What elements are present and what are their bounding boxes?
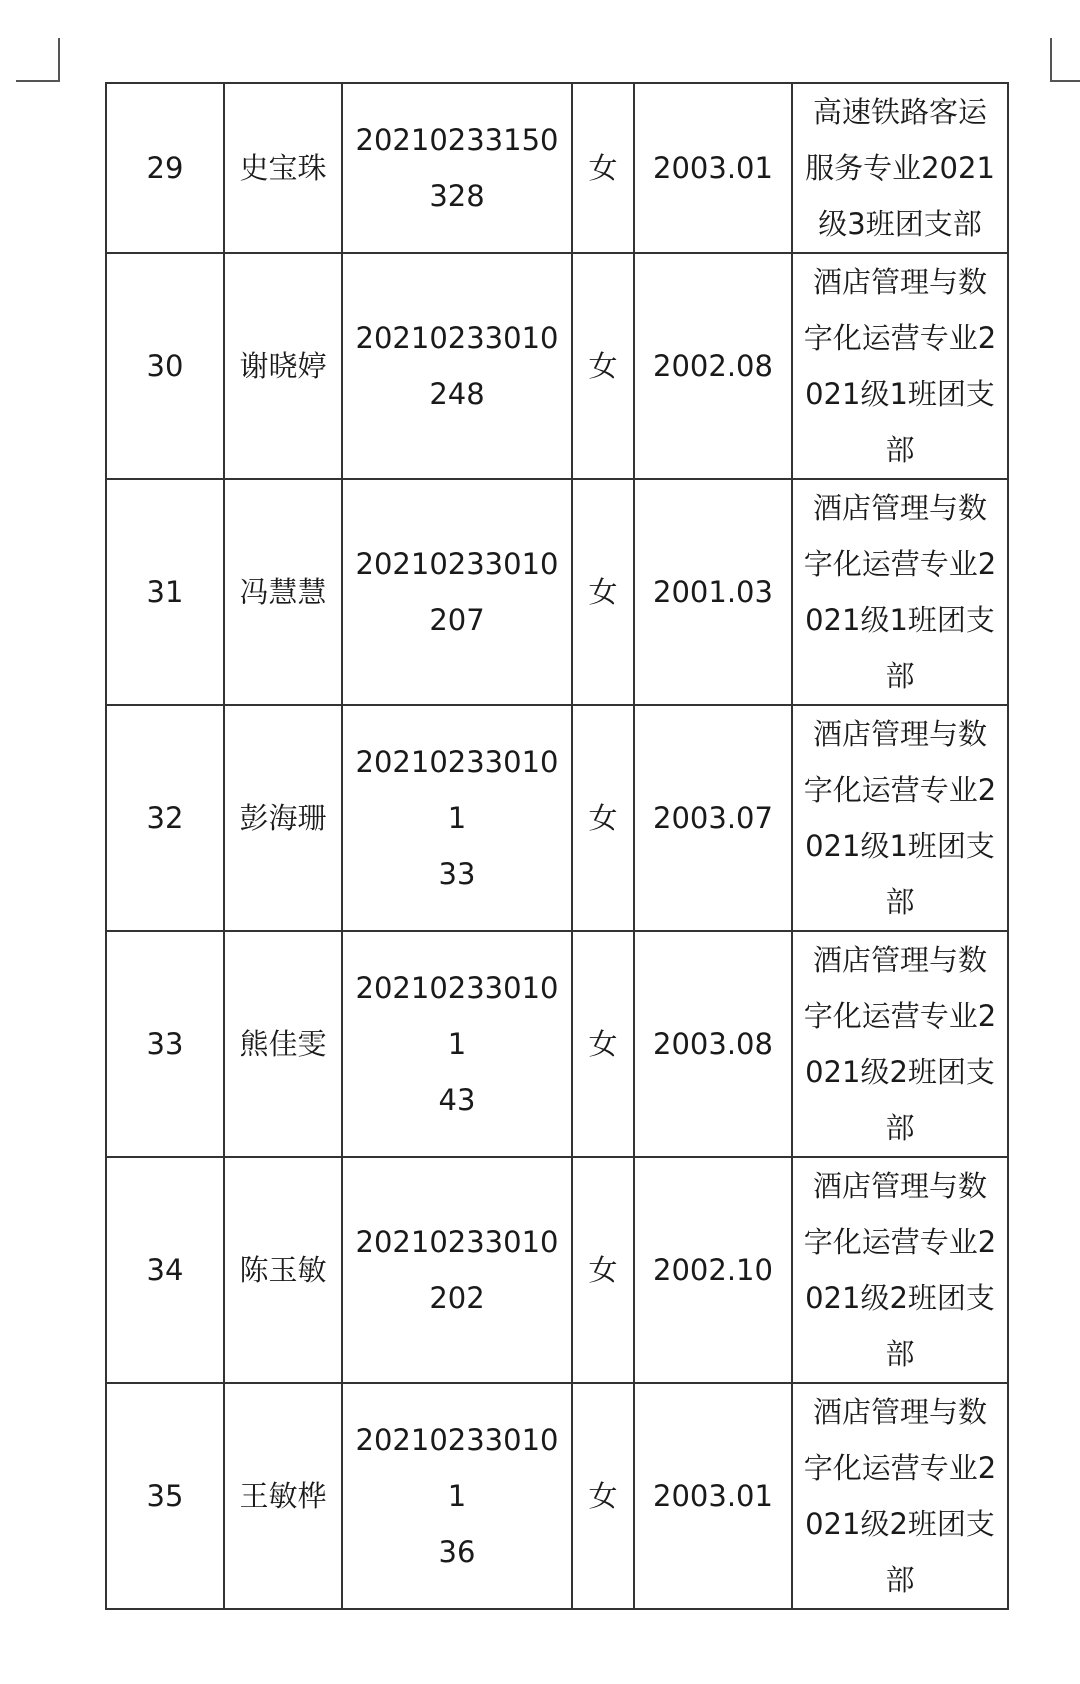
birth-date-cell: 2003.07 bbox=[634, 705, 792, 931]
name-cell: 陈玉敏 bbox=[224, 1157, 342, 1383]
table-row bbox=[106, 253, 1008, 479]
branch-cell: 酒店管理与数字化运营专业2021级1班团支部 bbox=[792, 705, 1008, 931]
student-id-line-2: 207 bbox=[429, 603, 485, 637]
birth-date-cell: 2002.08 bbox=[634, 253, 792, 479]
table-row bbox=[106, 931, 1008, 1157]
gender-cell: 女 bbox=[572, 1383, 634, 1609]
row-number-cell: 29 bbox=[106, 83, 224, 253]
gender-cell: 女 bbox=[572, 83, 634, 253]
table-row bbox=[106, 83, 1008, 253]
name-cell: 王敏桦 bbox=[224, 1383, 342, 1609]
student-id-line-1: 202102330101 bbox=[355, 971, 559, 1061]
gender-cell: 女 bbox=[572, 1157, 634, 1383]
crop-mark-right-horizontal bbox=[1050, 80, 1080, 82]
row-number-cell: 35 bbox=[106, 1383, 224, 1609]
student-id-cell bbox=[342, 479, 572, 705]
student-id-line-1: 20210233010 bbox=[355, 547, 559, 581]
student-id-line-2: 36 bbox=[438, 1535, 476, 1569]
birth-date-cell: 2002.10 bbox=[634, 1157, 792, 1383]
gender-cell: 女 bbox=[572, 705, 634, 931]
name-cell: 冯慧慧 bbox=[224, 479, 342, 705]
table-row bbox=[106, 1383, 1008, 1609]
birth-date-cell: 2003.01 bbox=[634, 1383, 792, 1609]
birth-date-cell: 2003.08 bbox=[634, 931, 792, 1157]
branch-cell: 酒店管理与数字化运营专业2021级2班团支部 bbox=[792, 1157, 1008, 1383]
crop-mark-right-vertical bbox=[1050, 38, 1052, 82]
name-cell: 史宝珠 bbox=[224, 83, 342, 253]
student-id-line-1: 20210233010 bbox=[355, 1225, 559, 1259]
student-id-line-1: 202102330101 bbox=[355, 745, 559, 835]
student-id-cell bbox=[342, 705, 572, 931]
row-number-cell: 34 bbox=[106, 1157, 224, 1383]
crop-mark-left-horizontal bbox=[16, 80, 60, 82]
student-id-line-1: 20210233150 bbox=[355, 123, 559, 157]
name-cell: 彭海珊 bbox=[224, 705, 342, 931]
branch-cell: 酒店管理与数字化运营专业2021级2班团支部 bbox=[792, 931, 1008, 1157]
name-cell: 熊佳雯 bbox=[224, 931, 342, 1157]
table-row bbox=[106, 705, 1008, 931]
member-table bbox=[105, 82, 1009, 1610]
student-id-line-2: 202 bbox=[429, 1281, 485, 1315]
student-id-line-1: 20210233010 bbox=[355, 321, 559, 355]
row-number-cell: 31 bbox=[106, 479, 224, 705]
branch-cell: 酒店管理与数字化运营专业2021级1班团支部 bbox=[792, 479, 1008, 705]
birth-date-cell: 2003.01 bbox=[634, 83, 792, 253]
row-number-cell: 32 bbox=[106, 705, 224, 931]
member-table-body bbox=[106, 83, 1008, 1609]
branch-cell: 高速铁路客运服务专业2021级3班团支部 bbox=[792, 83, 1008, 253]
student-id-line-2: 328 bbox=[429, 179, 485, 213]
row-number-cell: 30 bbox=[106, 253, 224, 479]
student-id-cell bbox=[342, 253, 572, 479]
branch-cell: 酒店管理与数字化运营专业2021级2班团支部 bbox=[792, 1383, 1008, 1609]
gender-cell: 女 bbox=[572, 253, 634, 479]
crop-mark-left-vertical bbox=[58, 38, 60, 82]
student-id-cell bbox=[342, 83, 572, 253]
branch-cell: 酒店管理与数字化运营专业2021级1班团支部 bbox=[792, 253, 1008, 479]
student-id-line-2: 33 bbox=[438, 857, 476, 891]
student-id-cell bbox=[342, 931, 572, 1157]
gender-cell: 女 bbox=[572, 479, 634, 705]
student-id-cell bbox=[342, 1157, 572, 1383]
table-row bbox=[106, 1157, 1008, 1383]
student-id-line-2: 248 bbox=[429, 377, 485, 411]
student-id-line-2: 43 bbox=[438, 1083, 476, 1117]
student-id-line-1: 202102330101 bbox=[355, 1423, 559, 1513]
table-row bbox=[106, 479, 1008, 705]
row-number-cell: 33 bbox=[106, 931, 224, 1157]
gender-cell: 女 bbox=[572, 931, 634, 1157]
name-cell: 谢晓婷 bbox=[224, 253, 342, 479]
student-id-cell bbox=[342, 1383, 572, 1609]
birth-date-cell: 2001.03 bbox=[634, 479, 792, 705]
